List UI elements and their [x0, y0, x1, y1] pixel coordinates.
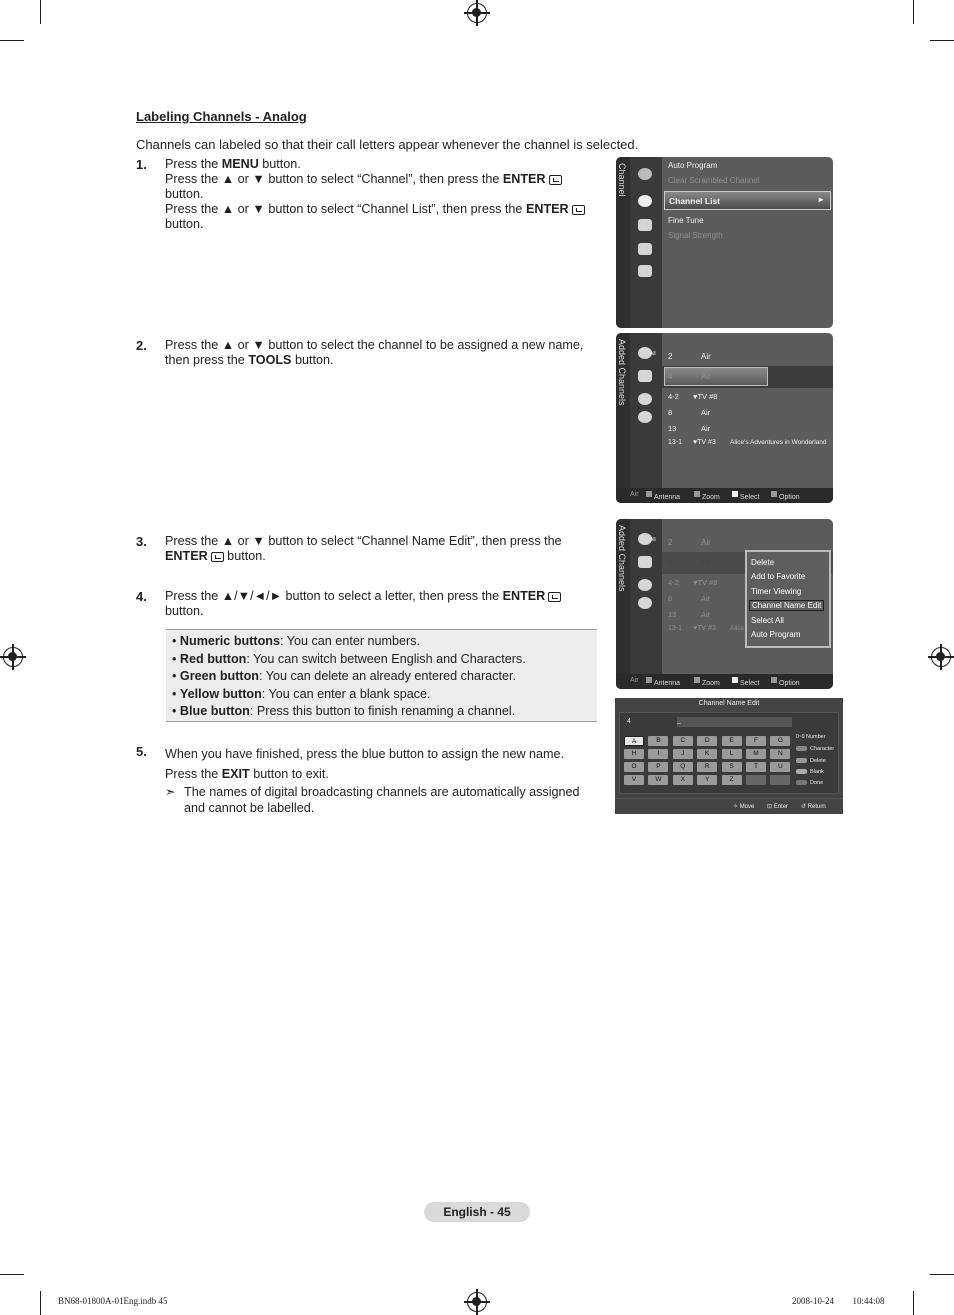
- crop-mark: [913, 0, 914, 24]
- crop-mark: [930, 1274, 954, 1275]
- key-button[interactable]: P: [648, 762, 668, 772]
- programmed-icon: [638, 411, 652, 423]
- popup-item-selected[interactable]: Channel Name Edit: [749, 600, 824, 611]
- crop-mark: [0, 40, 24, 41]
- channel-icon: [638, 195, 652, 207]
- square-icon: [646, 677, 652, 683]
- move-icon: ✧ Move: [733, 804, 755, 810]
- channel-row[interactable]: 13-1 ♥TV #3 Alice's Adventures in Wonderland: [668, 439, 827, 446]
- key-button[interactable]: A: [624, 736, 644, 746]
- legend-done: Done: [796, 780, 823, 786]
- bottom-help-bar: Air Antenna Zoom Select Option: [616, 488, 833, 503]
- enter-icon: [549, 175, 562, 185]
- key-button[interactable]: Y: [697, 775, 717, 785]
- crop-mark: [930, 40, 954, 41]
- bottom-help-bar: Air Antenna Zoom Select Option: [616, 674, 833, 689]
- key-button[interactable]: Z: [722, 775, 742, 785]
- key-button[interactable]: U: [770, 762, 790, 772]
- legend-delete: Delete: [796, 758, 826, 764]
- setup-gear-icon: [638, 219, 652, 231]
- screen-channel-menu: [616, 157, 833, 328]
- menu-item[interactable]: Auto Program: [668, 161, 718, 170]
- key-button[interactable]: T: [746, 762, 766, 772]
- key-button[interactable]: H: [624, 749, 644, 759]
- channel-row[interactable]: 2 Air: [668, 352, 711, 361]
- popup-item[interactable]: Timer Viewing: [751, 587, 802, 596]
- key-button[interactable]: R: [697, 762, 717, 772]
- popup-item[interactable]: Delete: [751, 558, 775, 567]
- square-icon: [732, 677, 738, 683]
- key-button[interactable]: X: [673, 775, 693, 785]
- bottom-help-bar: [615, 798, 843, 814]
- step-3-text: Press the ▲ or ▼ button to select “Channel Name Edit”, then press the ENTER button.: [165, 534, 562, 563]
- enter-icon: [572, 205, 585, 215]
- return-icon: ↺ Return: [801, 804, 826, 810]
- note-item: • Green button: You can delete an already entered character.: [172, 669, 516, 684]
- key-button[interactable]: S: [722, 762, 742, 772]
- side-label: Added Channels: [617, 339, 627, 406]
- key-button[interactable]: D: [697, 736, 717, 746]
- legend-number: 0~9 Number: [796, 734, 826, 740]
- note-item: • Yellow button: You can enter a blank space.: [172, 686, 431, 701]
- menu-item[interactable]: Fine Tune: [668, 216, 704, 225]
- page-number: English - 45: [424, 1202, 530, 1222]
- crop-mark: [40, 1291, 41, 1315]
- key-button[interactable]: K: [697, 749, 717, 759]
- arrow-right-icon: ►: [817, 195, 825, 204]
- step-4-text: Press the ▲/▼/◄/► button to select a letter, then press the ENTER button.: [165, 589, 605, 619]
- key-button[interactable]: Q: [673, 762, 693, 772]
- key-button[interactable]: I: [648, 749, 668, 759]
- key-button[interactable]: N: [770, 749, 790, 759]
- note-item: • Red button: You can switch between English and Characters.: [172, 651, 526, 666]
- square-icon: [646, 491, 652, 497]
- channel-row[interactable]: 4-2 ♥TV #8: [668, 392, 718, 401]
- square-icon: [694, 677, 700, 683]
- key-button[interactable]: F: [746, 736, 766, 746]
- tools-popup-menu: [745, 550, 831, 648]
- tools-icon: [771, 491, 777, 497]
- intro-text: Channels can labeled so that their call letters appear whenever the channel is selected.: [136, 137, 639, 152]
- screen-tools-menu: Added Channels All 2 Air 4 Air 4-2 ♥TV #8 8 Air 13 Air 13-1 ♥TV #3 Alice Delete Add to Favorite Timer Viewing Channel Name Edit Select All Auto Program Air Antenna Zoom Select Option: [616, 519, 833, 689]
- legend-blank: Blank: [796, 769, 824, 775]
- screen-channel-name-edit: [615, 698, 843, 814]
- tools-icon: [771, 677, 777, 683]
- key-button[interactable]: C: [673, 736, 693, 746]
- screen-added-channels: Added Channels All 2 Air 4 Air 4-2 ♥TV #8 8 Air 13 Air 13-1 ♥TV #3 Alice's Adventures in Wonderland Air Antenna Zoom Select Option: [616, 333, 833, 503]
- channel-row[interactable]: 2 Air: [668, 538, 711, 547]
- favorite-icon: [638, 579, 652, 591]
- key-button[interactable]: M: [746, 749, 766, 759]
- step-5-text: When you have finished, press the blue button to assign the new name. Press the EXIT button to exit.: [165, 747, 565, 781]
- key-button[interactable]: V: [624, 775, 644, 785]
- channel-row[interactable]: 4 Air: [668, 372, 711, 381]
- channel-row[interactable]: 13 Air: [668, 610, 711, 619]
- channel-row[interactable]: 8 Air: [668, 408, 711, 417]
- channel-number: 4: [627, 718, 631, 725]
- key-button[interactable]: [770, 775, 790, 785]
- enter-small-icon: ⊡ Enter: [767, 804, 789, 810]
- name-input-field[interactable]: _: [677, 717, 792, 727]
- footer-file: BN68-01800A-01Eng.indb 45: [58, 1296, 168, 1306]
- channel-row[interactable]: 4 Air: [668, 558, 711, 567]
- added-icon: [638, 556, 652, 568]
- key-button[interactable]: B: [648, 736, 668, 746]
- step-2-text: Press the ▲ or ▼ button to select the channel to be assigned a new name, then press the TOOLS button.: [165, 338, 584, 367]
- square-icon: [732, 491, 738, 497]
- key-button[interactable]: W: [648, 775, 668, 785]
- selected-row[interactable]: [664, 367, 768, 386]
- notes-box: [166, 629, 597, 722]
- square-icon: [694, 491, 700, 497]
- legend-character: Character: [796, 746, 834, 752]
- step-number: 5.: [136, 744, 147, 759]
- footer-date: 2008-10-24 ￿￿ 10:44:08: [792, 1296, 885, 1306]
- picture-icon: [638, 168, 652, 180]
- channel-row[interactable]: 4-2 ♥TV #8: [668, 578, 718, 587]
- channel-row[interactable]: 8 Air: [668, 594, 711, 603]
- enter-icon: [211, 552, 224, 562]
- channel-row[interactable]: 13 Air: [668, 424, 711, 433]
- step-number: 1.: [136, 157, 147, 172]
- channel-row[interactable]: 13-1 ♥TV #3 Alice: [668, 625, 745, 632]
- menu-item-selected[interactable]: Channel List ►: [664, 191, 831, 210]
- programmed-icon: [638, 597, 652, 609]
- popup-item[interactable]: Add to Favorite: [751, 572, 806, 581]
- step-1-text: Press the MENU button. Press the ▲ or ▼ button to select “Channel”, then press the ENTER button. Press the ▲ or ▼ button to select “Channel List”, then press the ENTER button.: [165, 157, 605, 232]
- registration-mark-icon: [931, 647, 951, 667]
- menu-item[interactable]: Signal Strength: [668, 231, 723, 240]
- favorite-icon: [638, 393, 652, 405]
- key-button[interactable]: O: [624, 762, 644, 772]
- note-text: The names of digital broadcasting channels are automatically assigned and cannot be labelled.: [184, 785, 580, 815]
- side-label: Added Channels: [617, 525, 627, 592]
- popup-item[interactable]: Auto Program: [751, 630, 801, 639]
- crop-mark: [913, 1291, 914, 1315]
- added-icon: [638, 370, 652, 382]
- step-number: 3.: [136, 534, 147, 549]
- registration-mark-icon: [467, 1292, 487, 1312]
- note-arrow-icon: ➣: [165, 785, 176, 799]
- key-button[interactable]: J: [673, 749, 693, 759]
- step-number: 4.: [136, 589, 147, 604]
- step-number: 2.: [136, 338, 147, 353]
- key-button[interactable]: E: [722, 736, 742, 746]
- section-heading: Labeling Channels - Analog: [136, 109, 307, 124]
- crop-mark: [40, 0, 41, 24]
- enter-icon: [548, 592, 561, 602]
- registration-mark-icon: [3, 647, 23, 667]
- key-button[interactable]: [746, 775, 766, 785]
- registration-mark-icon: [467, 3, 487, 23]
- key-button[interactable]: L: [722, 749, 742, 759]
- crop-mark: [0, 1274, 24, 1275]
- note-item: • Blue button: Press this button to finish renaming a channel.: [172, 704, 516, 719]
- note-item: • Numeric buttons: You can enter numbers.: [172, 634, 421, 648]
- side-label: Channel: [617, 163, 627, 197]
- dialog-title: Channel Name Edit: [698, 700, 760, 707]
- popup-item[interactable]: Select All: [751, 616, 784, 625]
- application-icon: [638, 265, 652, 277]
- input-icon: [638, 243, 652, 255]
- key-button[interactable]: G: [770, 736, 790, 746]
- menu-item[interactable]: Clear Scrambled Channel: [668, 176, 760, 185]
